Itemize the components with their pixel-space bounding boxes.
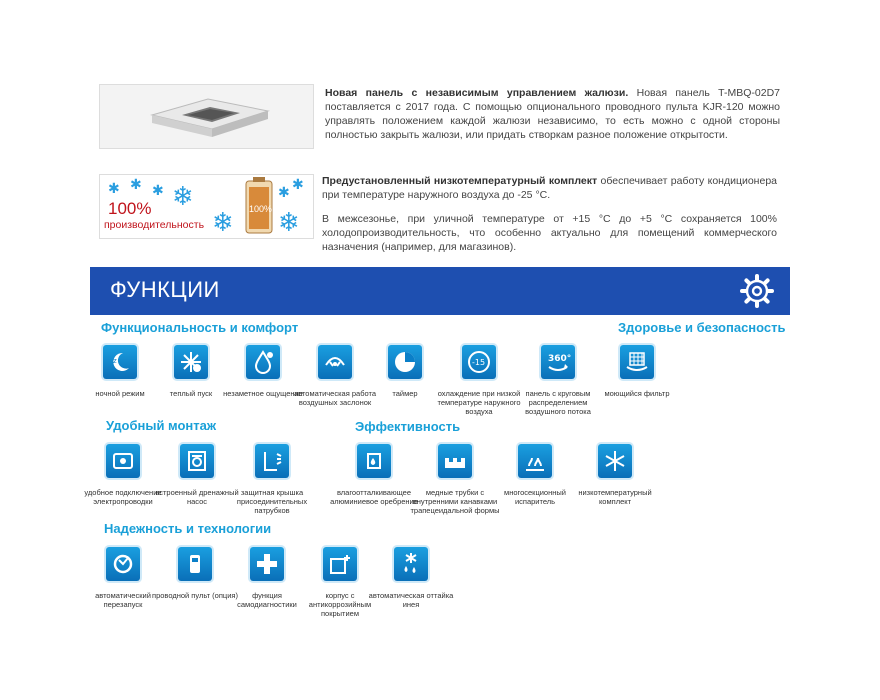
section-health: Здоровье и безопасность	[618, 320, 786, 335]
svg-text:360°: 360°	[548, 354, 571, 364]
svg-text:-15: -15	[472, 358, 486, 367]
banner-title: ФУНКЦИИ	[110, 277, 220, 302]
section-efficiency: Эффективность	[355, 419, 461, 434]
feature-label: проводной пульт (опция)	[152, 591, 238, 600]
section-comfort: Функциональность и комфорт	[101, 320, 299, 335]
panel-text: Новая панель T-MBQ-02D7 поставляется с 2017 года. С помощью опционального проводного пульта KJR-120 можно управлять положением каждой жалюзи независимо, то есть можно с одной стороны полностью закрыть жалюзи, или придать створкам разное положение открытости.	[325, 87, 780, 141]
feature-label: функция самодиагностики	[237, 591, 297, 609]
kit-text: обеспечивает работу кондиционера при температуре наружного воздуха до -25 °C.	[322, 175, 777, 201]
rotation-360-icon	[541, 345, 575, 379]
feature-label: ночной режим	[95, 389, 145, 398]
panel-heading: Новая панель с независимым управлением жалюзи.	[325, 87, 629, 99]
svg-text:z: z	[113, 357, 117, 365]
wiring-icon	[106, 444, 140, 478]
kit-image-percent: 100%	[108, 199, 152, 218]
filter-icon	[620, 345, 654, 379]
svg-text:✱: ✱	[152, 183, 164, 199]
cassette-panel-image	[99, 84, 314, 149]
feature-label: моющийся фильтр	[604, 389, 670, 398]
svg-text:✱: ✱	[130, 177, 142, 193]
night-mode-icon	[103, 345, 137, 379]
remote-icon	[178, 547, 212, 581]
feature-lowtemp-kit	[570, 444, 660, 506]
timer-icon	[388, 345, 422, 379]
feature-label: теплый пуск	[169, 389, 213, 398]
feature-label: встроенный дренажный насос	[155, 488, 239, 506]
feature-label: многосекционный испаритель	[504, 488, 566, 506]
snowflake-sun-icon	[174, 345, 208, 379]
kit-image-battery: 100%	[249, 204, 273, 214]
feature-panel-360	[513, 345, 603, 416]
evaporator-icon	[518, 444, 552, 478]
feature-label: охлаждение при низкой температуре наружного воздуха	[437, 389, 521, 416]
svg-text:❄: ❄	[212, 208, 234, 238]
feature-hydrophilic-fins	[329, 444, 419, 506]
functions-banner	[90, 267, 790, 315]
feature-label: медные трубки с внутренними канавками трапецеидальной формы	[410, 488, 500, 515]
cross-icon	[250, 547, 284, 581]
feature-label: влагоотталкивающее алюминиевое оребрение	[330, 488, 418, 506]
louvers-icon	[318, 345, 352, 379]
copper-tubes-icon	[438, 444, 472, 478]
feature-label: незаметное ощущение	[223, 389, 303, 398]
kit-description	[322, 174, 777, 202]
feature-protective-cover	[227, 444, 317, 515]
feature-label: автоматическая оттайка инея	[368, 591, 454, 609]
restart-icon	[106, 547, 140, 581]
feature-label: панель с круговым распределением воздушного потока	[525, 389, 591, 416]
panel-description	[325, 86, 780, 142]
lowtemp-cooling-icon	[462, 345, 496, 379]
feature-label: низкотемпературный комплект	[578, 488, 652, 506]
feature-label: автоматическая работа воздушных заслонок	[293, 389, 377, 407]
feature-label: таймер	[392, 389, 418, 398]
snowflake-icon	[598, 444, 632, 478]
feature-label: корпус с антикоррозийным покрытием	[308, 591, 372, 618]
feature-label: удобное подключение электропроводки	[84, 488, 162, 506]
kit-description-2: В межсезонье, при уличной температуре от +15 °C до +5 °C сохраняется 100% холодопроизводительность, что особенно актуально для помещений коммерческого назначения (например, для магазинов).	[322, 213, 777, 253]
svg-text:❄: ❄	[278, 208, 300, 238]
feature-washable-filter	[592, 345, 682, 398]
svg-text:✱: ✱	[278, 185, 290, 201]
feature-copper-tubes	[410, 444, 500, 515]
feature-auto-defrost	[366, 547, 456, 609]
anticorrosion-icon	[323, 547, 357, 581]
feature-lowtemp-cooling	[434, 345, 524, 416]
cover-icon	[255, 444, 289, 478]
svg-text:✱: ✱	[292, 177, 304, 193]
drain-pump-icon	[180, 444, 214, 478]
drop-icon	[246, 345, 280, 379]
section-reliability: Надежность и технологии	[104, 521, 272, 536]
feature-multisection-evaporator	[490, 444, 580, 506]
kit-heading: Предустановленный низкотемпературный комплект	[322, 175, 598, 187]
kit-image-label: производительность	[104, 219, 205, 231]
section-install: Удобный монтаж	[106, 418, 217, 433]
svg-text:✱: ✱	[108, 181, 120, 197]
feature-label: автоматический перезапуск	[95, 591, 151, 609]
fins-icon	[357, 444, 391, 478]
svg-text:❄: ❄	[172, 182, 194, 212]
defrost-icon	[394, 547, 428, 581]
lowtemp-kit-image	[99, 174, 314, 239]
gear-icon	[740, 274, 774, 308]
feature-label: защитная крышка присоединительных патрубков	[236, 488, 308, 515]
